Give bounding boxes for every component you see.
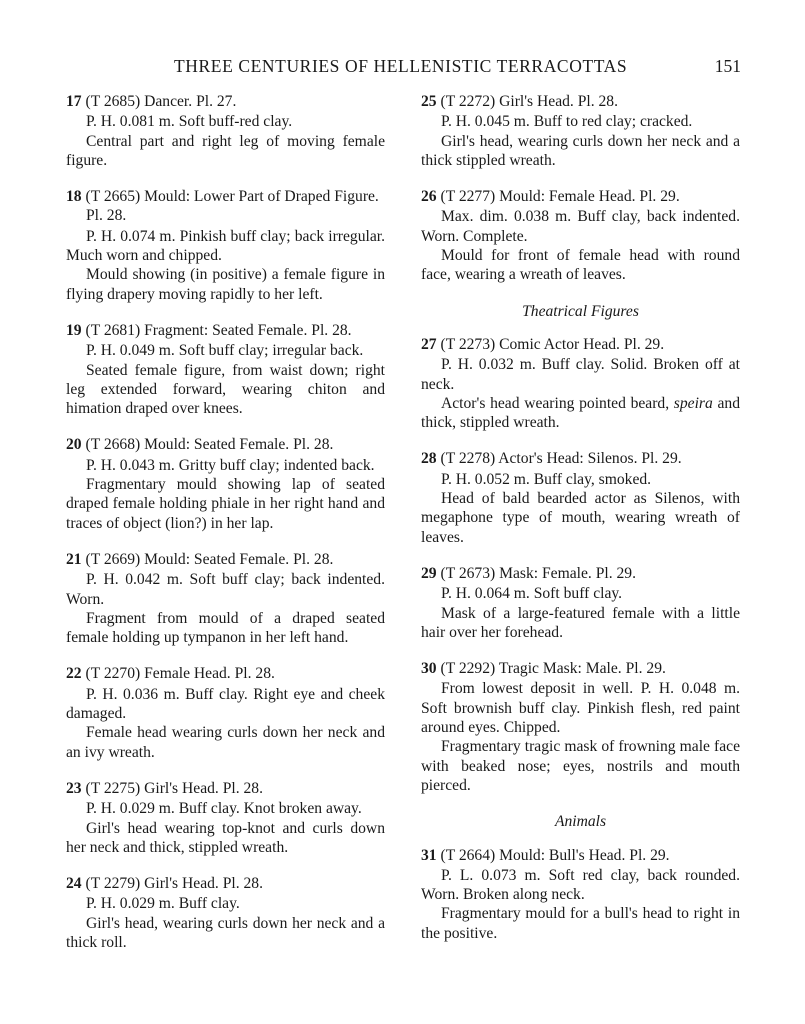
catalogue-entry (66, 779, 385, 857)
description-text: Actor's head wearing pointed beard, (441, 394, 674, 412)
catalogue-entry (66, 550, 385, 647)
entry-details: P. H. 0.052 m. Buff clay, smoked. (441, 470, 652, 488)
catalogue-entry (66, 187, 385, 304)
entry-number: 21 (66, 550, 82, 568)
catalogue-entry (421, 846, 740, 943)
description-italic-term: speira (673, 394, 713, 412)
entry-description: Mask of a large-featured female with a little hair over her forehead. (421, 604, 740, 641)
entry-title: (T 2279) Girl's Head. Pl. 28. (85, 875, 264, 893)
entry-title: (T 2278) Actor's Head: Silenos. Pl. 29. (440, 450, 682, 468)
entry-details: From lowest deposit in well. P. H. 0.048 m. Soft brownish buff clay. Pinkish flesh, red paint around eyes. Chipped. (421, 680, 740, 737)
entry-description: Girl's head wearing top-knot and curls down her neck and thick, stippled wreath. (66, 819, 385, 856)
entry-description: Central part and right leg of moving female figure. (66, 132, 385, 169)
entry-details: P. H. 0.049 m. Soft buff clay; irregular back. (86, 342, 364, 360)
entry-number: 23 (66, 779, 82, 797)
catalogue-entry (421, 449, 740, 546)
entry-number: 25 (421, 93, 437, 110)
entry-details: Max. dim. 0.038 m. Buff clay, back indented. Worn. Complete. (421, 208, 740, 245)
catalogue-entry (66, 664, 385, 761)
entry-title: (T 2681) Fragment: Seated Female. Pl. 28. (85, 321, 352, 339)
entry-details: P. H. 0.042 m. Soft buff clay; back indented. Worn. (66, 571, 385, 608)
entry-number: 30 (421, 660, 437, 678)
entry-title: (T 2270) Female Head. Pl. 28. (85, 665, 275, 683)
entry-number: 18 (66, 188, 82, 206)
entry-title: (T 2292) Tragic Mask: Male. Pl. 29. (440, 660, 666, 678)
page-number: 151 (714, 56, 741, 76)
entry-details: P. H. 0.045 m. Buff to red clay; cracked. (441, 113, 693, 131)
entry-number: 24 (66, 875, 82, 893)
right-column (421, 92, 740, 960)
entry-details: P. H. 0.074 m. Pinkish buff clay; back irregular. Much worn and chipped. (66, 227, 385, 265)
entry-details: P. H. 0.081 m. Soft buff-red clay. (86, 113, 293, 131)
entry-description: Fragmentary mould showing lap of seated draped female holding phiale in her right hand and traces of object (lion?) in her lap. (66, 476, 385, 532)
entry-description: Seated female figure, from waist down; right leg extended forward, wearing chiton and himation draped over knees. (66, 361, 385, 418)
catalogue-entry (421, 92, 740, 170)
catalogue-entry (66, 321, 385, 418)
catalogue-entry (421, 335, 740, 432)
entry-number: 26 (421, 188, 437, 206)
entry-details: P. H. 0.064 m. Soft buff clay. (441, 585, 623, 603)
entry-details: P. H. 0.029 m. Buff clay. (86, 895, 240, 913)
left-column (66, 92, 385, 969)
entry-number: 29 (421, 564, 437, 582)
catalogue-entry (421, 659, 740, 795)
entry-title: (T 2272) Girl's Head. Pl. 28. (440, 93, 619, 110)
entry-details: P. H. 0.043 m. Gritty buff clay; indented back. (86, 456, 375, 474)
entry-number: 22 (66, 665, 82, 683)
entry-title: (T 2277) Mould: Female Head. Pl. 29. (440, 188, 680, 206)
entry-title: (T 2669) Mould: Seated Female. Pl. 28. (85, 550, 334, 568)
entry-description: Fragmentary tragic mask of frowning male face with beaked nose; eyes, nostrils and mouth pierced. (421, 738, 740, 794)
entry-details: P. H. 0.029 m. Buff clay. Knot broken away. (86, 800, 362, 818)
entry-title: (T 2273) Comic Actor Head. Pl. 29. (440, 335, 665, 353)
entry-title: (T 2668) Mould: Seated Female. Pl. 28. (85, 436, 334, 454)
entry-number: 31 (421, 846, 437, 864)
entry-title: (T 2664) Mould: Bull's Head. Pl. 29. (440, 846, 670, 864)
entry-details: P. H. 0.036 m. Buff clay. Right eye and cheek damaged. (66, 685, 385, 723)
catalogue-entry (66, 435, 385, 532)
description-text: and thick, stippled wreath. (421, 394, 740, 432)
entry-number: 27 (421, 335, 437, 353)
entry-number: 19 (66, 321, 82, 339)
entry-title: (T 2673) Mask: Female. Pl. 29. (440, 564, 636, 582)
entry-description: Head of bald bearded actor as Silenos, with megaphone type of mouth, wearing wreath of leaves. (421, 490, 740, 546)
entry-description: Fragmentary mould for a bull's head to right in the positive. (421, 905, 740, 942)
entry-description: Mould for front of female head with round face, wearing a wreath of leaves. (421, 247, 740, 284)
entry-title: (T 2275) Girl's Head. Pl. 28. (85, 779, 264, 797)
entry-details: P. L. 0.073 m. Soft red clay, back rounded. Worn. Broken along neck. (421, 866, 740, 904)
page-header (66, 56, 741, 80)
entry-description: Girl's head, wearing curls down her neck and a thick stippled wreath. (421, 132, 740, 169)
section-heading-animals: Animals (554, 813, 607, 831)
entry-description: Female head wearing curls down her neck and an ivy wreath. (66, 724, 385, 761)
catalogue-entry (421, 564, 740, 642)
catalogue-entry (66, 874, 385, 952)
catalogue-entry (66, 92, 385, 170)
entry-title: (T 2665) Mould: Lower Part of Draped Figure. Pl. 28. (85, 188, 379, 225)
entry-title: (T 2685) Dancer. Pl. 27. (85, 93, 237, 110)
section-heading-theatrical: Theatrical Figures (522, 302, 639, 320)
catalogue-entry (421, 187, 740, 284)
entry-description (421, 394, 740, 433)
entry-description: Fragment from mould of a draped seated female holding up tympanon in her left hand. (66, 609, 385, 647)
entry-number: 17 (66, 93, 82, 110)
entry-number: 20 (66, 436, 82, 454)
entry-number: 28 (421, 450, 437, 468)
running-title: THREE CENTURIES OF HELLENISTIC TERRACOTTAS (174, 56, 628, 76)
entry-description: Mould showing (in positive) a female figure in flying drapery moving rapidly to her left. (66, 266, 385, 303)
entry-description: Girl's head, wearing curls down her neck and a thick roll. (66, 914, 385, 951)
entry-details: P. H. 0.032 m. Buff clay. Solid. Broken off at neck. (421, 356, 740, 393)
